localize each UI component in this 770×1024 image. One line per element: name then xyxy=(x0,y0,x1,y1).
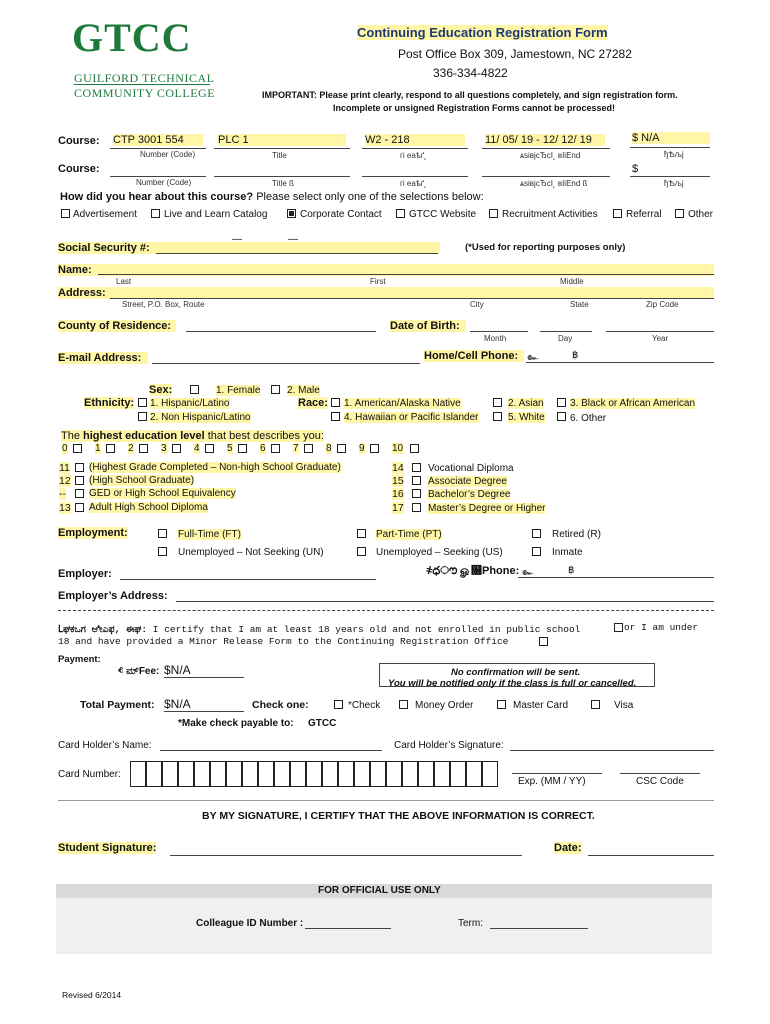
course-label: Course: xyxy=(58,135,100,147)
number-code-caption-2: Number (Code) xyxy=(136,178,192,187)
master-card-label: Master Card xyxy=(513,700,569,711)
total-payment-value[interactable]: $N/A xyxy=(164,697,191,711)
grade-5-checkbox[interactable] xyxy=(238,444,247,453)
official-use-area xyxy=(56,898,712,954)
edu-17-checkbox[interactable] xyxy=(412,503,421,512)
parttime-label: Part-Time (PT) xyxy=(376,529,442,540)
student-signature-label: Student Signature: xyxy=(58,842,157,854)
zip-caption: Zip Code xyxy=(646,300,679,309)
female-checkbox[interactable] xyxy=(190,385,199,394)
gtcc-logo: GTCC xyxy=(72,15,192,60)
grade-label: 4 xyxy=(194,443,200,454)
race-white-checkbox[interactable] xyxy=(493,412,502,421)
check-checkbox[interactable] xyxy=(334,700,343,709)
grade-3-checkbox[interactable] xyxy=(172,444,181,453)
other-checkbox[interactable] xyxy=(675,209,684,218)
gtcc-website-checkbox[interactable] xyxy=(396,209,405,218)
edu-label-15: Associate Degree xyxy=(428,476,507,487)
edu-num-ged: -- xyxy=(59,488,66,500)
female-label: 1. Female xyxy=(216,385,261,396)
ethnicity-label: Ethnicity: xyxy=(84,397,135,409)
race-hawaiian-label: 4. Hawaiian or Pacific Islander xyxy=(344,412,479,423)
name-label: Name: xyxy=(58,264,714,276)
title-caption: Title xyxy=(272,151,287,160)
grade-7-checkbox[interactable] xyxy=(304,444,313,453)
fee-label: ⱔ ಮ್Fee: xyxy=(118,666,160,677)
colleague-id-label: Colleague ID Number : xyxy=(196,918,304,929)
edu-15-checkbox[interactable] xyxy=(412,476,421,485)
course-section-value[interactable]: W2 - 218 xyxy=(365,134,465,146)
course-fee-2[interactable]: $ xyxy=(632,163,639,175)
edu-14-checkbox[interactable] xyxy=(412,463,421,472)
advertisement-checkbox[interactable] xyxy=(61,209,70,218)
course-label-2: Course: xyxy=(58,163,100,175)
certify-age-line-2: 18 and have provided a Minor Release Form to the Continuing Registration Office xyxy=(58,636,509,647)
work-phone-label: ҂ధൗ ௐ௖Phone: xyxy=(426,565,520,577)
non-hispanic-checkbox[interactable] xyxy=(138,412,147,421)
grade-label: 6 xyxy=(260,443,266,454)
hispanic-label: 1. Hispanic/Latino xyxy=(150,398,230,409)
gtcc-website-label: GTCC Website xyxy=(409,209,477,220)
grade-1-checkbox[interactable] xyxy=(106,444,115,453)
grade-4-checkbox[interactable] xyxy=(205,444,214,453)
grade-row xyxy=(62,443,428,456)
inmate-checkbox[interactable] xyxy=(532,547,541,556)
state-caption: State xyxy=(570,300,589,309)
revised-date: Revised 6/2014 xyxy=(62,990,122,1000)
work-phone-paren-open: ๛ xyxy=(522,567,534,578)
important-line-1: IMPORTANT: Please print clearly, respond to all questions completely, and sign registration form. xyxy=(262,90,678,100)
middle-caption: Middle xyxy=(560,277,584,286)
grade-label: 1 xyxy=(95,443,101,454)
header-address: Post Office Box 309, Jamestown, NC 27282 xyxy=(398,47,632,61)
phone-paren-open: ๛ xyxy=(527,352,539,363)
grade-label: 3 xyxy=(161,443,167,454)
certify-18-checkbox[interactable] xyxy=(614,623,623,632)
recruitment-checkbox[interactable] xyxy=(489,209,498,218)
race-label: Race: xyxy=(298,397,328,409)
county-label: County of Residence: xyxy=(58,320,176,332)
csc-label: CSC Code xyxy=(636,776,684,787)
card-holder-signature-label: Card Holder’s Signature: xyxy=(394,740,504,751)
check-one-label: Check one: xyxy=(252,699,309,711)
ssn-dash-1: — xyxy=(232,234,242,245)
title-caption-2: Title ß xyxy=(272,179,294,188)
edu-label-17: Master’s Degree or Higher xyxy=(428,503,546,514)
male-checkbox[interactable] xyxy=(271,385,280,394)
grade-label: 7 xyxy=(293,443,299,454)
race-asian-label: 2. Asian xyxy=(508,398,544,409)
non-hispanic-label: 2. Non Hispanic/Latino xyxy=(150,412,251,423)
race-hawaiian-checkbox[interactable] xyxy=(331,412,340,421)
logo-subline-2: COMMUNITY COLLEGE xyxy=(74,86,216,100)
retired-label: Retired (R) xyxy=(552,529,601,540)
grade-label: 10 xyxy=(392,443,404,454)
important-line-2: Incomplete or unsigned Registration Forms cannot be processed! xyxy=(333,103,616,113)
dob-label: Date of Birth: xyxy=(390,320,466,332)
check-option-label: *Check xyxy=(348,700,381,711)
official-use-title: FOR OFFICIAL USE ONLY xyxy=(318,885,441,896)
term-label: Term: xyxy=(458,918,483,929)
certify-age-line-1: Ⳑಘಕಒಗ ಆೀಎಫ, ಈಘ: I certify that I am at least 18 years old and not enrolled in public school xyxy=(58,624,581,635)
grade-2-checkbox[interactable] xyxy=(139,444,148,453)
course-dates-value[interactable]: 11/ 05/ 19 - 12/ 12/ 19 xyxy=(485,134,605,146)
first-caption: First xyxy=(370,277,386,286)
grade-6-checkbox[interactable] xyxy=(271,444,280,453)
grade-9-checkbox[interactable] xyxy=(370,444,379,453)
ssn-dash-2: — xyxy=(288,234,298,245)
visa-label: Visa xyxy=(614,700,634,711)
race-native-label: 1. American/Alaska Native xyxy=(344,398,461,409)
last-caption: Last xyxy=(116,277,132,286)
inmate-label: Inmate xyxy=(552,547,583,558)
dates-caption: ѧѕівјсЂсІ˛ вІіEnd xyxy=(520,151,581,160)
grade-label: 2 xyxy=(128,443,134,454)
notification-line-1: No confirmation will be sent. xyxy=(451,667,581,678)
employer-label: Employer: xyxy=(58,568,112,580)
referral-checkbox[interactable] xyxy=(613,209,622,218)
phone-label: Home/Cell Phone: xyxy=(424,350,524,362)
edu-num-11: 11 xyxy=(59,462,70,474)
fulltime-label: Full-Time (FT) xyxy=(178,529,241,540)
employment-label: Employment: xyxy=(58,527,128,539)
section-caption: гі еаѣґ˛ xyxy=(400,151,427,160)
race-native-checkbox[interactable] xyxy=(331,398,340,407)
race-white-label: 5. White xyxy=(508,412,545,423)
edu-label-14: Vocational Diploma xyxy=(428,463,514,474)
unemployed-not-seeking-label: Unemployed – Not Seeking (UN) xyxy=(178,547,324,558)
fee-caption: ђѢљј xyxy=(664,150,684,159)
signature-certify: BY MY SIGNATURE, I CERTIFY THAT THE ABOVE INFORMATION IS CORRECT. xyxy=(202,810,595,822)
address-label: Address: xyxy=(58,287,714,299)
ssn-label: Social Security #: xyxy=(58,242,440,254)
race-black-label: 3. Black or African American xyxy=(570,398,696,409)
section-caption-2: гі еаѣґ˛ xyxy=(400,179,427,188)
grade-label: 0 xyxy=(62,443,68,454)
city-caption: City xyxy=(470,300,484,309)
corporate-contact-label: Corporate Contact xyxy=(300,209,382,220)
logo-divider xyxy=(74,84,210,85)
exp-label: Exp. (MM / YY) xyxy=(518,776,586,787)
edu-label-12: (High School Graduate) xyxy=(89,475,195,486)
master-card-checkbox[interactable] xyxy=(497,700,506,709)
form-title: Continuing Education Registration Form xyxy=(357,25,608,40)
dates-caption-2: ѧѕівјсЂсІ˛ вІіEnd ß xyxy=(520,179,588,188)
fee-caption-2: ђѢљј xyxy=(664,179,684,188)
course-fee-value[interactable]: $ N/A xyxy=(632,132,710,144)
race-other-label: 6. Other xyxy=(570,413,607,424)
hispanic-checkbox[interactable] xyxy=(138,398,147,407)
fee-value[interactable]: $N/A xyxy=(164,663,191,677)
grade-10-checkbox[interactable] xyxy=(410,444,419,453)
card-number-label: Card Number: xyxy=(58,769,121,780)
year-caption: Year xyxy=(652,334,669,343)
race-other-checkbox[interactable] xyxy=(557,412,566,421)
referral-label: Referral xyxy=(626,209,662,220)
course-number-value[interactable]: CTP 3001 554 xyxy=(113,134,203,146)
work-phone-paren-close: ฿ xyxy=(568,565,575,576)
edu-num-14: 14 xyxy=(392,462,404,474)
catalog-checkbox[interactable] xyxy=(151,209,160,218)
edu-label-ged: GED or High School Equivalency xyxy=(89,488,236,499)
edu-num-16: 16 xyxy=(392,488,404,500)
header-phone: 336-334-4822 xyxy=(433,66,508,80)
fulltime-checkbox[interactable] xyxy=(158,529,167,538)
sex-label: Sex: xyxy=(149,384,173,396)
other-label: Other xyxy=(688,209,714,220)
hear-question: How did you hear about this course? Please select only one of the selections below: xyxy=(60,191,484,203)
card-holder-name-label: Card Holder’s Name: xyxy=(58,740,152,751)
notification-line-2: You will be notified only if the class is full or cancelled. xyxy=(388,678,637,689)
employer-address-label: Employer’s Address: xyxy=(58,590,168,602)
grade-label: 9 xyxy=(359,443,365,454)
unemployed-seeking-label: Unemployed – Seeking (US) xyxy=(376,547,503,558)
grade-label: 8 xyxy=(326,443,332,454)
corporate-contact-checkbox[interactable] xyxy=(287,209,296,218)
total-payment-label: Total Payment: xyxy=(80,699,155,711)
ssn-note: (*Used for reporting purposes only) xyxy=(465,242,626,253)
retired-checkbox[interactable] xyxy=(532,529,541,538)
edu-label-16: Bachelor’s Degree xyxy=(428,489,511,500)
logo-subline-1: GUILFORD TECHNICAL xyxy=(74,71,215,85)
street-caption: Street, P.O. Box, Route xyxy=(122,300,205,309)
male-label: 2. Male xyxy=(287,385,320,396)
grade-label: 5 xyxy=(227,443,233,454)
edu-label-11: (Highest Grade Completed – Non-high School Graduate) xyxy=(89,462,341,473)
edu-num-17: 17 xyxy=(392,502,404,514)
unemployed-not-seeking-checkbox[interactable] xyxy=(158,547,167,556)
education-prompt: The highest education level that best describes you: xyxy=(61,430,324,442)
edu-12-checkbox[interactable] xyxy=(75,476,84,485)
edu-16-checkbox[interactable] xyxy=(412,489,421,498)
money-order-label: Money Order xyxy=(415,700,474,711)
edu-label-13: Adult High School Diploma xyxy=(89,502,208,513)
day-caption: Day xyxy=(558,334,573,343)
visa-checkbox[interactable] xyxy=(591,700,600,709)
race-asian-checkbox[interactable] xyxy=(493,398,502,407)
number-code-caption: Number (Code) xyxy=(140,150,196,159)
catalog-label: Live and Learn Catalog xyxy=(164,209,268,220)
edu-num-12: 12 xyxy=(59,475,71,487)
email-label: E-mail Address: xyxy=(58,352,148,364)
payable-label: *Make check payable to: xyxy=(178,718,294,729)
parttime-checkbox[interactable] xyxy=(357,529,366,538)
edu-13-checkbox[interactable] xyxy=(75,503,84,512)
month-caption: Month xyxy=(484,334,507,343)
certify-age-line-1b: or I am under xyxy=(624,622,699,633)
grade-0-checkbox[interactable] xyxy=(73,444,82,453)
advertisement-label: Advertisement xyxy=(73,209,137,220)
payable-value: GTCC xyxy=(308,718,337,729)
edu-ged-checkbox[interactable] xyxy=(75,489,84,498)
date-label: Date: xyxy=(554,842,582,854)
race-black-checkbox[interactable] xyxy=(557,398,566,407)
unemployed-seeking-checkbox[interactable] xyxy=(357,547,366,556)
edu-num-15: 15 xyxy=(392,475,404,487)
money-order-checkbox[interactable] xyxy=(399,700,408,709)
grade-8-checkbox[interactable] xyxy=(337,444,346,453)
edu-11-checkbox[interactable] xyxy=(75,463,84,472)
course-title-value[interactable]: PLC 1 xyxy=(218,134,346,146)
minor-release-checkbox[interactable] xyxy=(539,637,548,646)
recruitment-label: Recruitment Activities xyxy=(502,209,598,220)
payment-label: Payment: xyxy=(58,654,101,665)
edu-num-13: 13 xyxy=(59,502,71,514)
phone-paren-close: ฿ xyxy=(572,350,579,361)
